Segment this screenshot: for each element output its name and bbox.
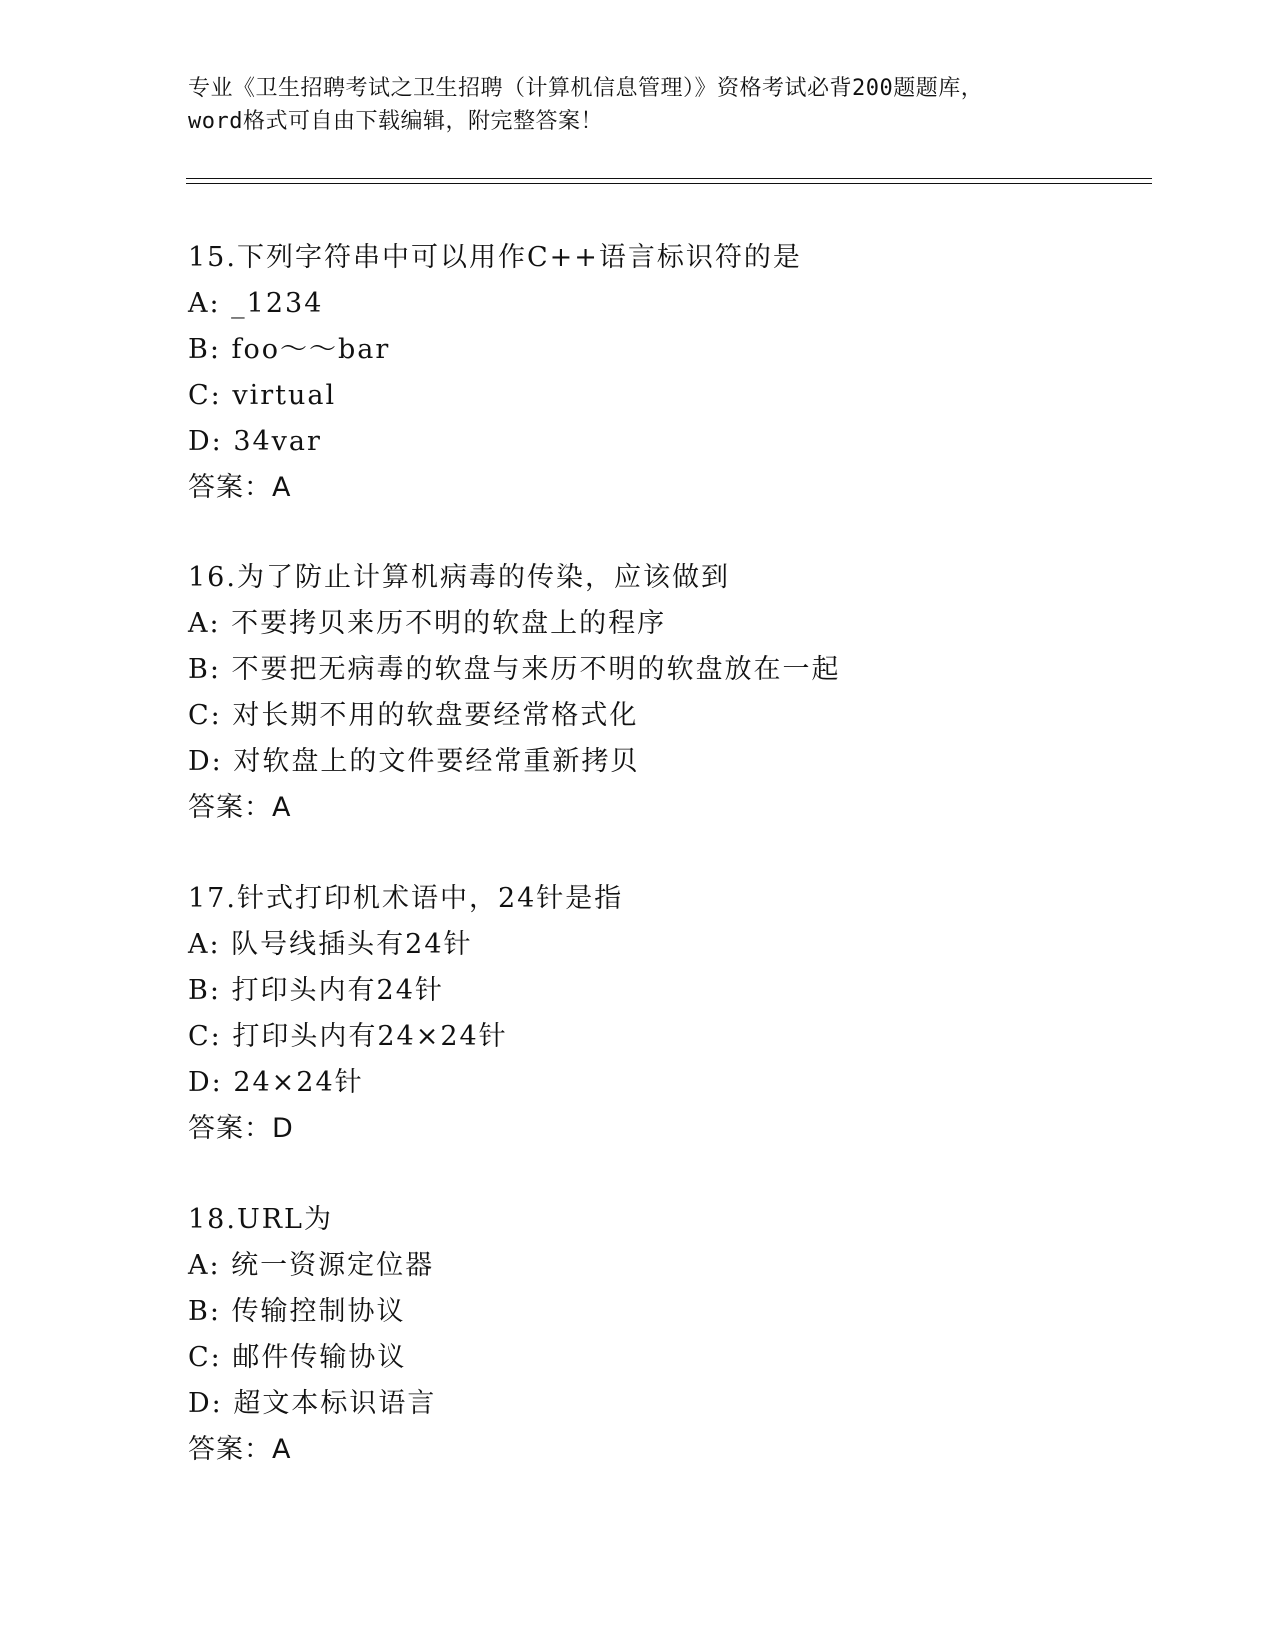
option-a: A: 队号线插头有24针 — [188, 929, 473, 960]
question-16 — [188, 555, 841, 831]
option-d: D: 34var — [188, 426, 322, 457]
option-c: C: 邮件传输协议 — [188, 1342, 407, 1373]
option-d: D: 24×24针 — [188, 1067, 364, 1098]
option-b: B: foo～～bar — [188, 334, 391, 365]
question-17 — [188, 876, 623, 1152]
option-c: C: virtual — [188, 380, 337, 411]
question-stem: 15.下列字符串中可以用作C++语言标识符的是 — [188, 242, 802, 273]
question-18 — [188, 1197, 436, 1473]
question-stem: 17.针式打印机术语中，24针是指 — [188, 883, 624, 914]
option-c: C: 打印头内有24×24针 — [188, 1021, 508, 1052]
option-b: B: 不要把无病毒的软盘与来历不明的软盘放在一起 — [188, 654, 841, 685]
document-header — [188, 72, 1088, 138]
option-d: D: 对软盘上的文件要经常重新拷贝 — [188, 746, 640, 777]
question-stem: 18.URL为 — [188, 1204, 333, 1235]
divider-rule-bottom — [186, 183, 1152, 184]
option-a: A: 统一资源定位器 — [188, 1250, 435, 1281]
divider-rule-top — [186, 178, 1152, 179]
header-line-2: word格式可自由下载编辑，附完整答案！ — [188, 109, 603, 134]
header-line-1: 专业《卫生招聘考试之卫生招聘（计算机信息管理）》资格考试必背200题题库， — [188, 76, 984, 101]
option-d: D: 超文本标识语言 — [188, 1388, 437, 1419]
question-15 — [188, 235, 802, 511]
option-b: B: 传输控制协议 — [188, 1296, 406, 1327]
option-a: A: _1234 — [188, 288, 324, 319]
question-stem: 16.为了防止计算机病毒的传染，应该做到 — [188, 562, 730, 593]
option-b: B: 打印头内有24针 — [188, 975, 444, 1006]
option-a: A: 不要拷贝来历不明的软盘上的程序 — [188, 608, 667, 639]
option-c: C: 对长期不用的软盘要经常格式化 — [188, 700, 639, 731]
answer-line: 答案：D — [188, 1113, 294, 1144]
answer-line: 答案：A — [188, 472, 292, 503]
answer-line: 答案：A — [188, 792, 292, 823]
answer-line: 答案：A — [188, 1434, 292, 1465]
